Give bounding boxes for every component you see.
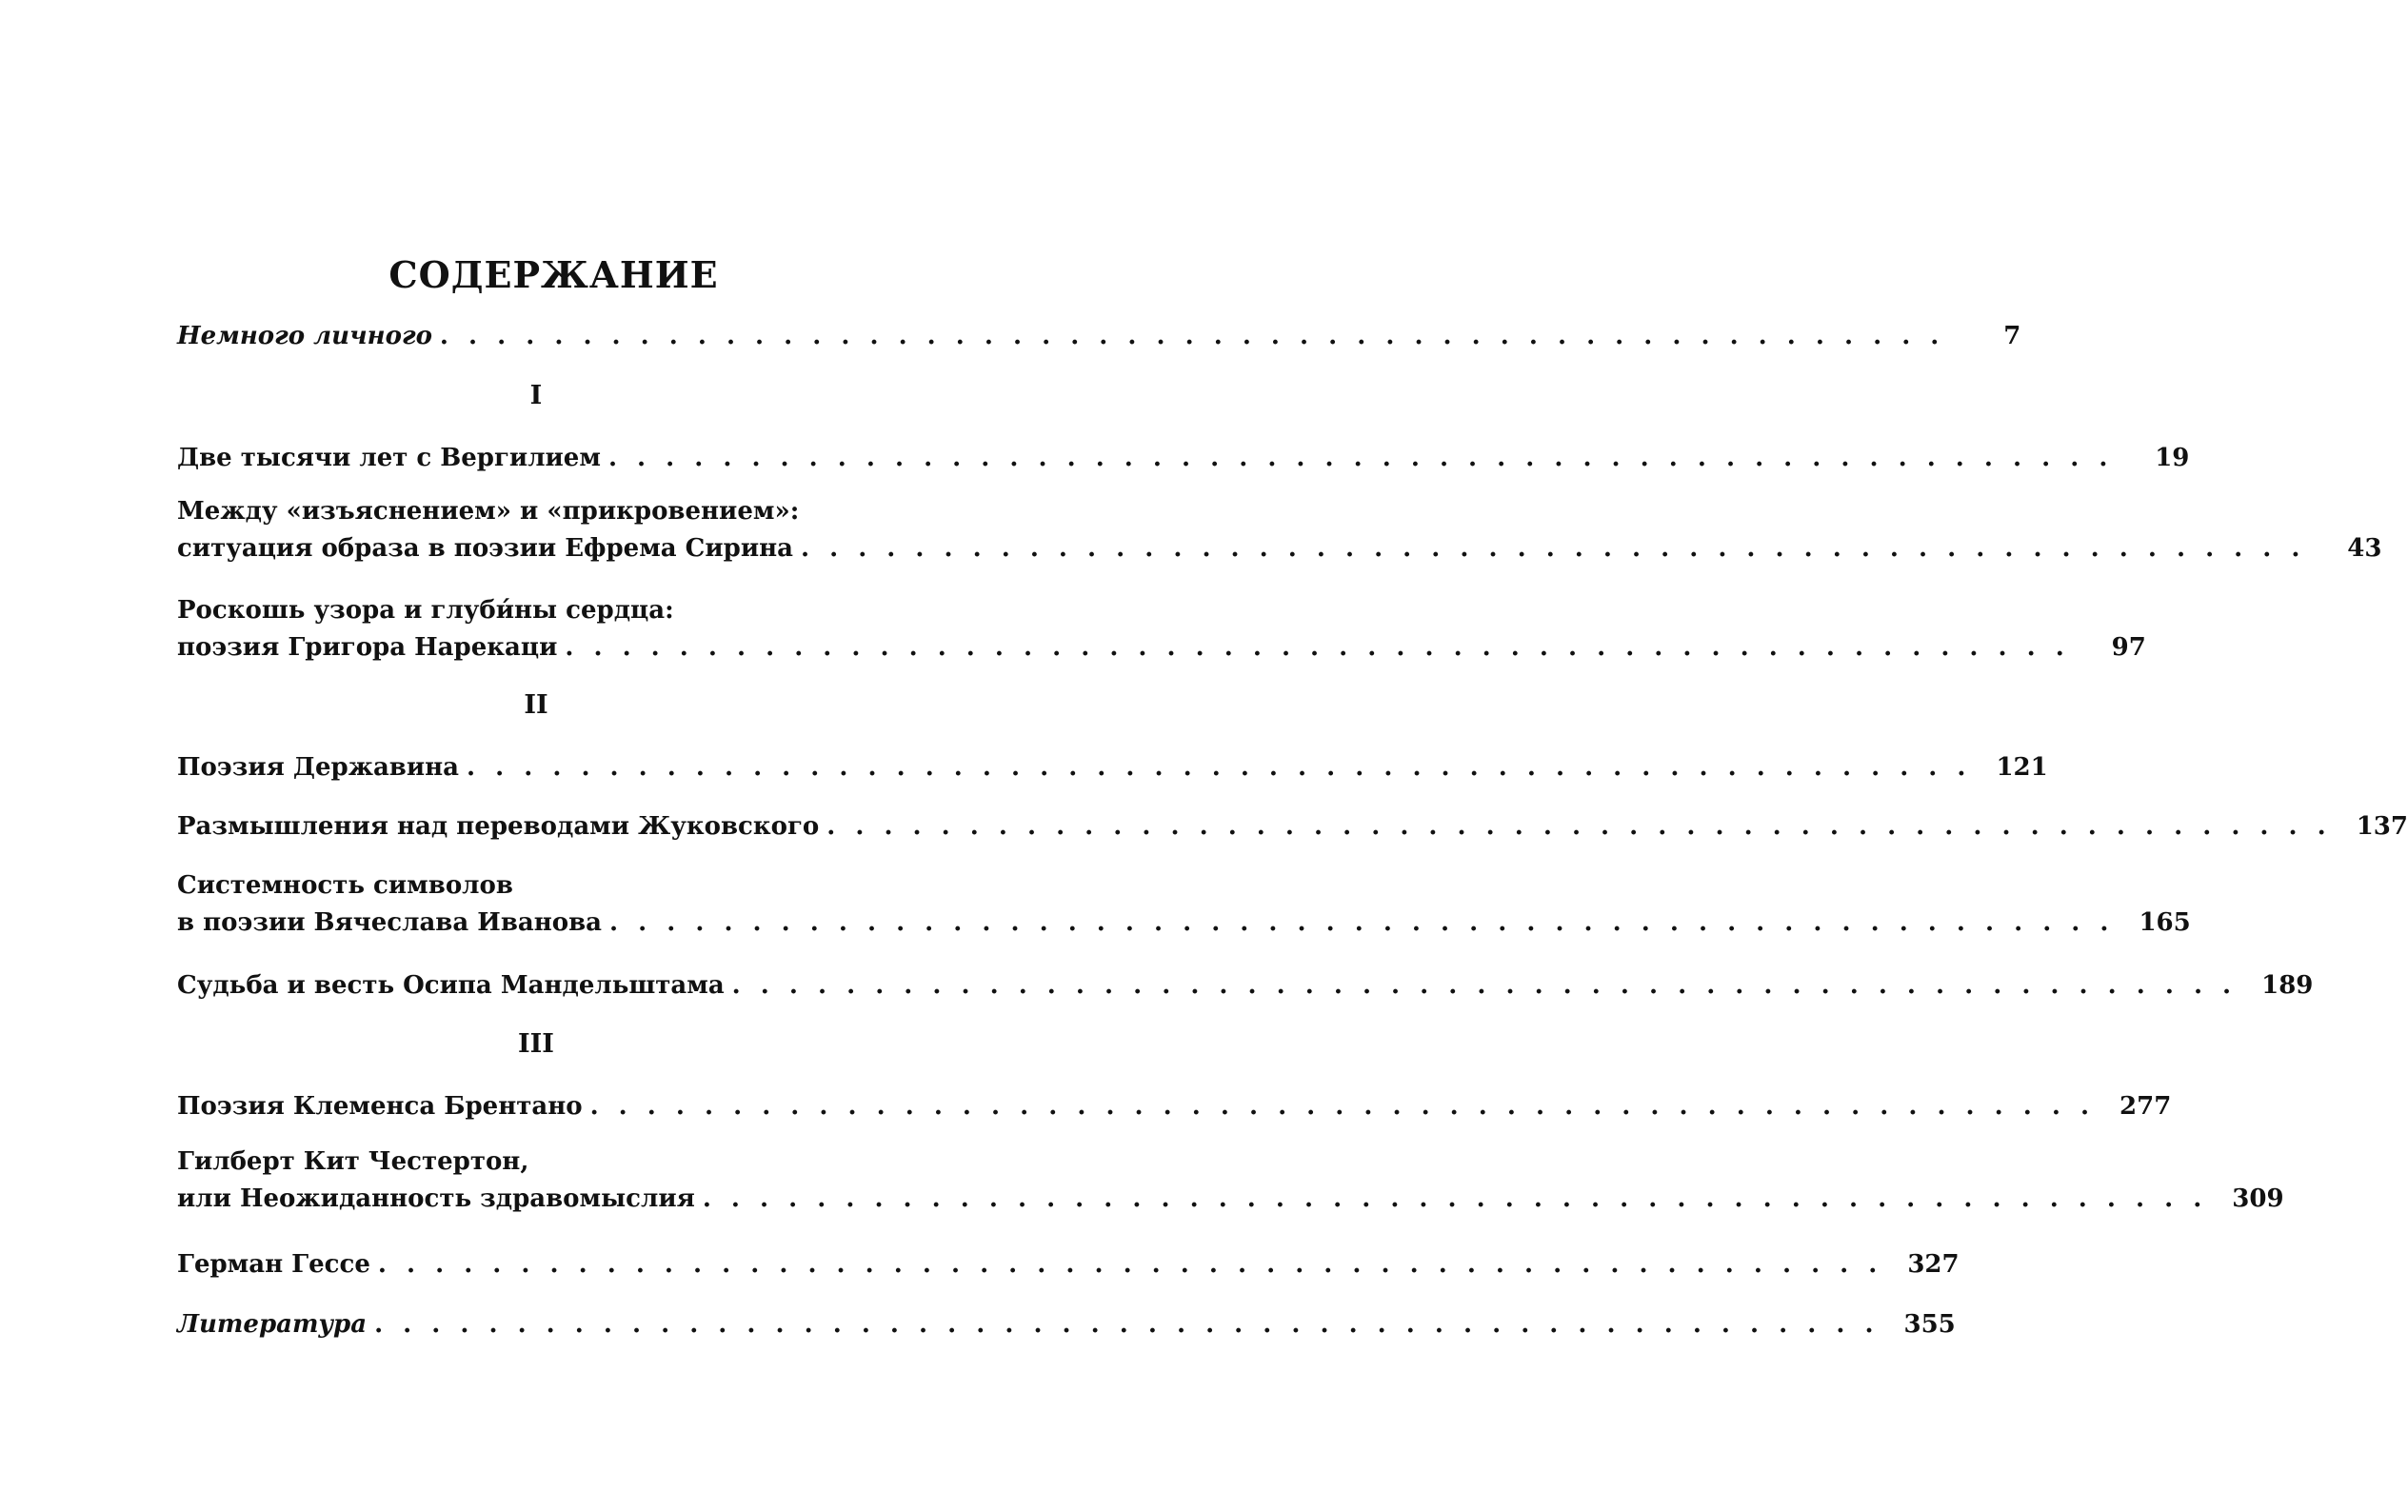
toc-entry-line <box>177 530 2382 567</box>
toc-entry-bibliography[interactable] <box>177 1306 1956 1343</box>
toc-entry[interactable] <box>177 493 2382 567</box>
toc-entry-page: 137 <box>2356 812 2408 841</box>
toc-entry-title-line: Системность символов <box>177 871 513 900</box>
toc-entry-line <box>177 967 2314 1005</box>
toc-entry-line <box>177 1246 1960 1283</box>
dot-leader: . . . . . . . . . . . . . . . . . . . . . . . . . . . . . . . . . . . . . . . . . . . . . . . . . . . . . <box>589 1092 2096 1121</box>
section-label-3: III <box>518 1029 554 1059</box>
toc-entry-line <box>177 1306 1956 1343</box>
toc-entry[interactable] <box>177 967 2314 1005</box>
page-title: СОДЕРЖАНИЕ <box>388 253 719 296</box>
toc-entry-title: ситуация образа в поэзии Ефрема Сирина <box>177 534 793 563</box>
toc-entry-line <box>177 749 2048 786</box>
toc-entry-page: 327 <box>1907 1250 1960 1279</box>
toc-entry-page: 43 <box>2347 534 2382 563</box>
toc-entry-line <box>177 808 2408 846</box>
toc-entry-page: 189 <box>2261 971 2314 1000</box>
toc-entry-intro[interactable] <box>177 318 2021 355</box>
toc-entry-title: или Неожиданность здравомыслия <box>177 1184 695 1213</box>
toc-entry-title: Поэзия Державина <box>177 753 460 782</box>
toc-entry-title-line: Между «изъяснением» и «прикровением»: <box>177 497 800 526</box>
toc-entry[interactable] <box>177 808 2408 846</box>
toc-entry-page: 355 <box>1903 1310 1956 1339</box>
toc-entry-title: Судьба и весть Осипа Мандельштама <box>177 971 725 1000</box>
toc-entry-page: 19 <box>2155 444 2190 472</box>
dot-leader: . . . . . . . . . . . . . . . . . . . . . . . . . . . . . . . . . . . . . . . . . . . . . . . . . . . . . <box>439 322 1945 350</box>
toc-entry[interactable] <box>177 1144 2284 1218</box>
toc-entry-line <box>177 440 2190 477</box>
toc-entry-line <box>177 905 2191 942</box>
toc-entry-line <box>177 1088 2172 1125</box>
toc-entry[interactable] <box>177 592 2146 666</box>
toc-entry-title: Размышления над переводами Жуковского <box>177 812 820 841</box>
toc-entry-page: 121 <box>1996 753 2048 782</box>
dot-leader: . . . . . . . . . . . . . . . . . . . . . . . . . . . . . . . . . . . . . . . . . . . . . . . . . . . . . <box>607 444 2114 472</box>
toc-entry-title: Поэзия Клеменса Брентано <box>177 1092 583 1121</box>
toc-entry-title: в поэзии Вячеслава Иванова <box>177 908 603 937</box>
toc-entry[interactable] <box>177 1088 2172 1125</box>
dot-leader: . . . . . . . . . . . . . . . . . . . . . . . . . . . . . . . . . . . . . . . . . . . . . . . . . . . . . <box>826 812 2332 841</box>
dot-leader: . . . . . . . . . . . . . . . . . . . . . . . . . . . . . . . . . . . . . . . . . . . . . . . . . . . . . <box>565 633 2070 662</box>
toc-entry-page: 309 <box>2232 1184 2284 1213</box>
toc-entry-title: Немного личного <box>177 322 432 350</box>
toc-entry-title: Две тысячи лет с Вергилием <box>177 444 601 472</box>
toc-entry-line <box>177 318 2021 355</box>
toc-entry[interactable] <box>177 867 2191 942</box>
toc-entry-title-line: Гилберт Кит Честертон, <box>177 1147 529 1176</box>
toc-entry[interactable] <box>177 749 2048 786</box>
dot-leader: . . . . . . . . . . . . . . . . . . . . . . . . . . . . . . . . . . . . . . . . . . . . . . . . . . . . . <box>467 753 1972 782</box>
dot-leader: . . . . . . . . . . . . . . . . . . . . . . . . . . . . . . . . . . . . . . . . . . . . . . . . . . . . . <box>377 1250 1883 1279</box>
dot-leader: . . . . . . . . . . . . . . . . . . . . . . . . . . . . . . . . . . . . . . . . . . . . . . . . . . . . . <box>702 1184 2208 1213</box>
toc-entry-title: поэзия Григора Нарекаци <box>177 633 558 662</box>
toc-entry-line <box>177 1181 2284 1218</box>
dot-leader: . . . . . . . . . . . . . . . . . . . . . . . . . . . . . . . . . . . . . . . . . . . . . . . . . . . . . <box>731 971 2238 1000</box>
dot-leader: . . . . . . . . . . . . . . . . . . . . . . . . . . . . . . . . . . . . . . . . . . . . . . . . . . . . . <box>801 534 2306 563</box>
toc-entry[interactable] <box>177 440 2190 477</box>
toc-entry-line <box>177 629 2146 666</box>
toc-entry-title: Герман Гессе <box>177 1250 370 1279</box>
toc-entry[interactable] <box>177 1246 1960 1283</box>
dot-leader: . . . . . . . . . . . . . . . . . . . . . . . . . . . . . . . . . . . . . . . . . . . . . . . . . . . . . <box>374 1310 1880 1339</box>
section-label-2: II <box>524 690 548 720</box>
toc-entry-page: 277 <box>2119 1092 2172 1121</box>
dot-leader: . . . . . . . . . . . . . . . . . . . . . . . . . . . . . . . . . . . . . . . . . . . . . . . . . . . . . <box>609 908 2115 937</box>
toc-entry-title: Литература <box>177 1310 368 1339</box>
toc-entry-title-line: Роскошь узора и глуби́ны сердца: <box>177 596 674 625</box>
toc-entry-page: 97 <box>2111 633 2146 662</box>
section-label-1: I <box>529 381 543 410</box>
toc-entry-page: 7 <box>2003 322 2021 350</box>
toc-entry-page: 165 <box>2139 908 2191 937</box>
